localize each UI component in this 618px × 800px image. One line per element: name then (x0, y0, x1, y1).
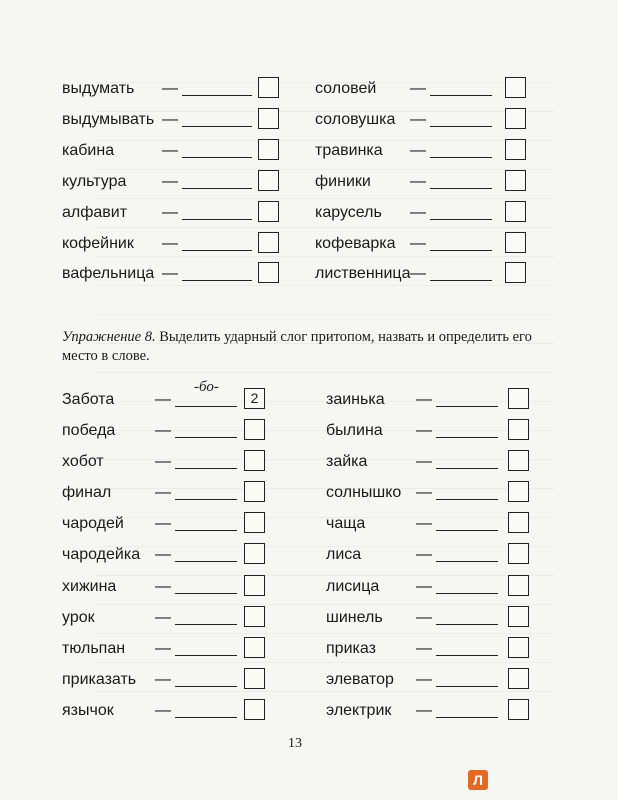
word-label: кофейник (62, 235, 134, 252)
word-label: тюльпан (62, 640, 126, 657)
word-row-right (326, 419, 533, 443)
answer-box[interactable] (508, 699, 529, 720)
word-row-right (326, 450, 533, 474)
word-row-left (62, 699, 269, 723)
word-label: электрик (326, 702, 392, 719)
word-label: былина (326, 422, 383, 439)
answer-box[interactable] (508, 637, 529, 658)
word-label: травинка (315, 142, 383, 159)
answer-box[interactable] (244, 543, 265, 564)
answer-box[interactable] (244, 450, 265, 471)
page-number: 13 (288, 736, 302, 751)
word-row-right (315, 232, 530, 256)
answer-box[interactable] (244, 419, 265, 440)
word-row-right (326, 575, 533, 599)
word-row-left (62, 637, 269, 661)
answer-box[interactable] (244, 512, 265, 533)
word-row-right (315, 108, 530, 132)
answer-blank-line[interactable] (430, 250, 492, 251)
answer-blank-line[interactable] (436, 561, 498, 562)
dash-separator: — (155, 578, 171, 595)
answer-blank-line[interactable] (175, 437, 237, 438)
word-label: приказать (62, 671, 137, 688)
answer-blank-line[interactable] (182, 280, 252, 281)
exercise-8-instruction (62, 328, 557, 366)
dash-separator: — (416, 422, 432, 439)
word-row-right (326, 543, 533, 567)
word-row-right (315, 201, 530, 225)
dash-separator: — (410, 173, 426, 190)
word-label: выдумать (62, 80, 135, 97)
word-row-left (62, 481, 269, 505)
word-label: язычок (62, 702, 114, 719)
answer-blank-line[interactable] (436, 530, 498, 531)
answer-blank-line[interactable] (182, 95, 252, 96)
word-label: карусель (315, 204, 382, 221)
word-label: чародейка (62, 546, 141, 563)
word-label: хобот (62, 453, 104, 470)
word-row-left (62, 379, 269, 412)
answer-box[interactable] (508, 543, 529, 564)
word-label: кофеварка (315, 235, 396, 252)
answer-blank-line[interactable] (182, 126, 252, 127)
word-row-left (62, 668, 269, 692)
dash-separator: — (155, 515, 171, 532)
answer-blank-line[interactable] (436, 686, 498, 687)
word-row-right (326, 512, 533, 536)
word-label: выдумывать (62, 111, 155, 128)
exercise-8-text: Выделить ударный слог притопом, назвать и определить его место в слове. (62, 329, 532, 364)
dash-separator: — (155, 422, 171, 439)
answer-blank-line[interactable] (175, 406, 237, 407)
answer-box[interactable] (244, 575, 265, 596)
word-row-left (62, 575, 269, 599)
answer-blank-line[interactable] (182, 188, 252, 189)
answer-blank-line[interactable] (436, 499, 498, 500)
answer-blank-line[interactable] (175, 499, 237, 500)
answer-blank-line[interactable] (436, 593, 498, 594)
answer-blank-line[interactable] (175, 530, 237, 531)
word-label: Забота (62, 391, 115, 408)
word-row-left (62, 419, 269, 443)
word-label: кабина (62, 142, 115, 159)
dash-separator: — (416, 391, 432, 408)
dash-separator: — (416, 546, 432, 563)
word-row-left (62, 232, 283, 256)
dash-separator: — (410, 111, 426, 128)
word-row-right (326, 388, 533, 412)
answer-box[interactable] (244, 699, 265, 720)
word-row-left (62, 450, 269, 474)
answer-box[interactable] (505, 77, 526, 98)
word-label: соловушка (315, 111, 396, 128)
answer-box[interactable] (244, 637, 265, 658)
word-label: финики (315, 173, 371, 190)
word-row-right (315, 139, 530, 163)
answer-blank-line[interactable] (182, 157, 252, 158)
word-label: заинька (326, 391, 385, 408)
word-label: победа (62, 422, 116, 439)
dash-separator: — (416, 671, 432, 688)
answer-box[interactable] (505, 201, 526, 222)
dash-separator: — (162, 173, 178, 190)
word-row-left (62, 543, 269, 567)
dash-separator: — (155, 609, 171, 626)
word-label: приказ (326, 640, 376, 657)
dash-separator: — (155, 546, 171, 563)
answer-box[interactable] (505, 139, 526, 160)
answer-box[interactable] (258, 232, 279, 253)
answer-blank-line[interactable] (430, 126, 492, 127)
answer-blank-line[interactable] (175, 717, 237, 718)
answer-box[interactable] (508, 575, 529, 596)
word-label: культура (62, 173, 127, 190)
word-label: урок (62, 609, 95, 626)
answer-blank-line[interactable] (436, 624, 498, 625)
dash-separator: — (155, 671, 171, 688)
dash-separator: — (155, 391, 171, 408)
answer-box[interactable] (508, 481, 529, 502)
word-label: вафельница (62, 265, 155, 282)
answer-box[interactable] (505, 170, 526, 191)
dash-separator: — (155, 453, 171, 470)
answer-blank-line[interactable] (430, 157, 492, 158)
answer-box[interactable] (508, 512, 529, 533)
publisher-logo-icon: Л (468, 770, 488, 790)
answer-blank-line[interactable] (436, 437, 498, 438)
answer-blank-line[interactable] (175, 468, 237, 469)
answer-blank-line[interactable] (175, 561, 237, 562)
word-label: элеватор (326, 671, 394, 688)
word-label: соловей (315, 80, 377, 97)
word-row-left (62, 170, 283, 194)
word-row-right (315, 262, 530, 286)
dash-separator: — (162, 111, 178, 128)
answer-box[interactable] (505, 232, 526, 253)
answer-blank-line[interactable] (182, 219, 252, 220)
word-row-left (62, 262, 283, 286)
answer-box[interactable] (505, 262, 526, 283)
word-label: зайка (326, 453, 368, 470)
word-row-left (62, 139, 283, 163)
dash-separator: — (155, 484, 171, 501)
answer-blank-line[interactable] (436, 406, 498, 407)
word-row-left (62, 77, 283, 101)
dash-separator: — (410, 265, 426, 282)
dash-separator: — (416, 702, 432, 719)
word-label: чаща (326, 515, 366, 532)
example-answer-syllable: -бо- (194, 379, 219, 395)
word-row-right (315, 77, 530, 101)
answer-blank-line[interactable] (436, 655, 498, 656)
word-label: чародей (62, 515, 124, 532)
answer-box[interactable] (258, 139, 279, 160)
dash-separator: — (416, 484, 432, 501)
dash-separator: — (155, 702, 171, 719)
word-label: лиса (326, 546, 362, 563)
answer-blank-line[interactable] (175, 624, 237, 625)
answer-blank-line[interactable] (430, 95, 492, 96)
example-answer-box[interactable]: 2 (244, 388, 265, 409)
word-row-right (326, 637, 533, 661)
answer-blank-line[interactable] (175, 655, 237, 656)
dash-separator: — (162, 204, 178, 221)
dash-separator: — (162, 235, 178, 252)
answer-box[interactable] (244, 481, 265, 502)
word-label: лиственница (315, 265, 411, 282)
answer-box[interactable] (508, 419, 529, 440)
answer-box[interactable] (258, 262, 279, 283)
word-label: алфавит (62, 204, 128, 221)
answer-blank-line[interactable] (430, 188, 492, 189)
answer-blank-line[interactable] (430, 219, 492, 220)
dash-separator: — (162, 142, 178, 159)
exercise-8-label: Упражнение 8. (62, 329, 156, 345)
word-label: хижина (62, 578, 117, 595)
dash-separator: — (416, 640, 432, 657)
word-row-right (326, 606, 533, 630)
dash-separator: — (416, 515, 432, 532)
answer-blank-line[interactable] (430, 280, 492, 281)
word-row-left (62, 201, 283, 225)
word-label: финал (62, 484, 112, 501)
answer-blank-line[interactable] (436, 468, 498, 469)
answer-box[interactable] (508, 450, 529, 471)
answer-box[interactable] (505, 108, 526, 129)
word-row-right (326, 699, 533, 723)
answer-box[interactable] (258, 170, 279, 191)
answer-box[interactable] (258, 108, 279, 129)
answer-blank-line[interactable] (436, 717, 498, 718)
dash-separator: — (162, 265, 178, 282)
word-row-left (62, 108, 283, 132)
word-label: солнышко (326, 484, 402, 501)
word-label: шинель (326, 609, 383, 626)
dash-separator: — (416, 578, 432, 595)
dash-separator: — (410, 142, 426, 159)
dash-separator: — (155, 640, 171, 657)
word-row-left (62, 606, 269, 630)
dash-separator: — (410, 204, 426, 221)
dash-separator: — (416, 609, 432, 626)
answer-box[interactable] (258, 201, 279, 222)
answer-box[interactable] (258, 77, 279, 98)
dash-separator: — (410, 235, 426, 252)
dash-separator: — (410, 80, 426, 97)
answer-box[interactable] (508, 668, 529, 689)
word-label: лисица (326, 578, 380, 595)
dash-separator: — (416, 453, 432, 470)
word-row-right (326, 481, 533, 505)
answer-box[interactable] (508, 606, 529, 627)
answer-box[interactable] (244, 606, 265, 627)
word-row-right (315, 170, 530, 194)
answer-blank-line[interactable] (175, 686, 237, 687)
answer-blank-line[interactable] (175, 593, 237, 594)
dash-separator: — (162, 80, 178, 97)
answer-box[interactable] (508, 388, 529, 409)
answer-blank-line[interactable] (182, 250, 252, 251)
word-row-right (326, 668, 533, 692)
answer-box[interactable] (244, 668, 265, 689)
word-row-left (62, 512, 269, 536)
